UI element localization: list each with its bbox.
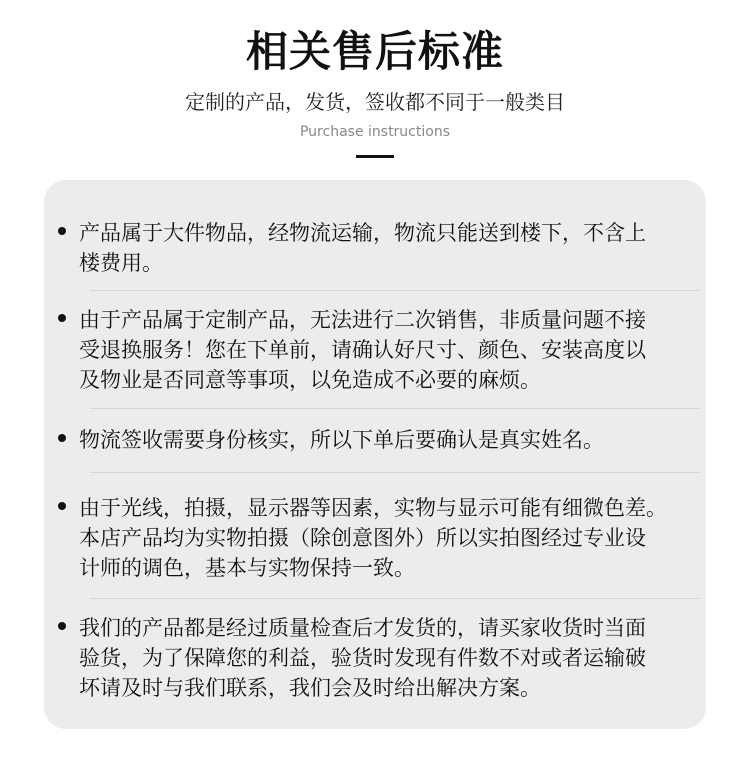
bullet-icon — [58, 227, 66, 235]
list-item — [58, 493, 698, 583]
item-separator — [90, 290, 700, 291]
item-separator — [90, 598, 700, 599]
english-subtitle: Purchase instructions — [299, 124, 450, 140]
item-separator — [90, 472, 700, 473]
page-subtitle: 定制的产品，发货，签收都不同于一般类目 — [185, 90, 565, 114]
bullet-icon — [58, 314, 66, 322]
list-item-text: 产品属于大件物品，经物流运输，物流只能送到楼下，不含上 楼费用。 — [79, 221, 646, 275]
bullet-icon — [58, 434, 66, 442]
list-item-text: 我们的产品都是经过质量检查后才发货的，请买家收货时当面 验货，为了保障您的利益，验货时发现有件数不对或者运输破 坏请及时与我们联系，我们会及时给出解决方案。 — [79, 616, 646, 700]
list-item — [58, 425, 698, 455]
item-separator — [90, 408, 700, 409]
page-title: 相关售后标准 — [245, 27, 504, 76]
list-item-text: 物流签收需要身份核实，所以下单后要确认是真实姓名。 — [79, 428, 604, 452]
list-item — [58, 613, 698, 703]
title-divider — [356, 155, 394, 158]
bullet-icon — [58, 622, 66, 630]
list-item — [58, 218, 698, 278]
list-item-text: 由于产品属于定制产品，无法进行二次销售，非质量问题不接 受退换服务！您在下单前，请确认好尺寸、颜色、安装高度以 及物业是否同意等事项，以免造成不必要的麻烦。 — [79, 308, 646, 392]
list-item-text: 由于光线，拍摄，显示器等因素，实物与显示可能有细微色差。 本店产品均为实物拍摄（除创意图外）所以实拍图经过专业设 计师的调色，基本与实物保持一致。 — [79, 496, 667, 580]
bullet-icon — [58, 502, 66, 510]
list-item — [58, 305, 698, 395]
